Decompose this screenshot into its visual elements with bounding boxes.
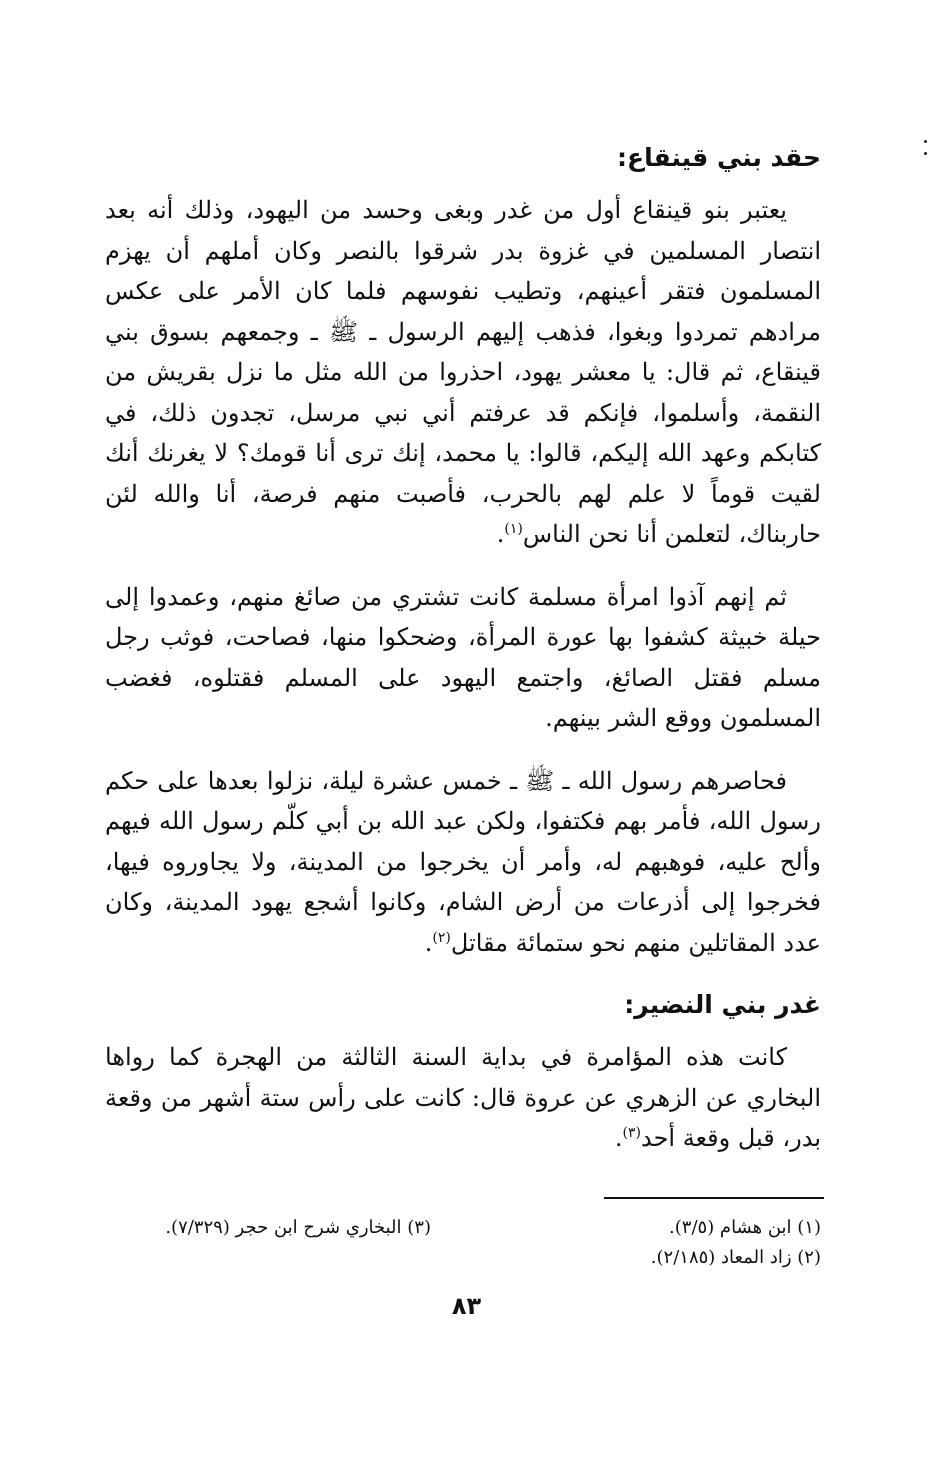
footnote-row xyxy=(105,1213,821,1243)
footnote-divider xyxy=(604,1197,824,1199)
section-heading-nadir: غدر بني النضير: xyxy=(624,990,821,1019)
margin-mark xyxy=(924,140,927,170)
paragraph: كانت هذه المؤامرة في بداية السنة الثالثة من الهجرة كما رواها البخاري عن الزهري عن عروة قال: كانت على رأس ستة أشهر من وقعة بدر، قبل وقعة أحد$^{(٣)}$. xyxy=(105,1043,821,1152)
page-body xyxy=(105,138,821,1181)
footnote-ref[interactable]: (١) xyxy=(504,521,523,537)
footnote-2: (٢) زاد المعاد (٢/١٨٥). xyxy=(650,1247,821,1268)
footnote-row xyxy=(105,1243,821,1273)
footnote-1: (١) ابن هشام (٣/٥). xyxy=(669,1217,821,1238)
section-heading-qaynuqa: حقد بني قينقاع: xyxy=(617,143,821,172)
footnote-ref[interactable]: (٣) xyxy=(622,1125,641,1141)
page-number: ٨٣ xyxy=(451,1292,482,1320)
paragraph: يعتبر بنو قينقاع أول من غدر وبغى وحسد من اليهود، وذلك أنه بعد انتصار المسلمين في غزوة بدر شرقوا بالنصر وكان أملهم أن يهزم المسلمون فتقر أعينهم، وتطيب نفوسهم فلما كان الأمر على عكس مرادهم تمردوا وبغوا، فذهب إليهم الرسول ـ ﷺ ـ وجمعهم بسوق بني قينقاع، ثم قال: يا معشر يهود، احذروا من الله مثل ما نزل بقريش من النقمة، وأسلموا، فإنكم قد عرفتم أني نبي مرسل، تجدون ذلك، في كتابكم وعهد الله إليكم، قالوا: يا محمد، إنك ترى أنا قومك؟ لا يغرنك أنك لقيت قوماً لا علم لهم بالحرب، فأصبت منهم فرصة، أنا والله لئن حاربناك، لتعلمن أنا نحن الناس$^{(١)}$. xyxy=(105,196,821,548)
footnote-3: (٣) البخاري شرح ابن حجر (٧/٣٢٩). xyxy=(165,1217,431,1238)
footnotes xyxy=(105,1213,821,1273)
footnote-ref[interactable]: (٢) xyxy=(432,929,451,946)
paragraph: ثم إنهم آذوا امرأة مسلمة كانت تشتري من صائغ منهم، وعمدوا إلى حيلة خبيثة كشفوا بها عورة المرأة، وضحكوا منها، فصاحت، فوثب رجل مسلم فقتل الصائغ، واجتمع اليهود على المسلم فقتلوه، فغضب المسلمون ووقع الشر بينهم. xyxy=(105,582,821,732)
paragraph: فحاصرهم رسول الله ـ ﷺ ـ خمس عشرة ليلة، نزلوا بعدها على حكم رسول الله، فأمر بهم فكتفوا، ولكن عبد الله بن أبي كلّم رسول الله فيهم وألح عليه، فوهبهم له، وأمر أن يخرجوا من المدينة، ولا يجاوروه فيها، فخرجوا إلى أذرعات من أرض الشام، وكانوا أشجع يهود المدينة، وكان عدد المقاتلين منهم نحو ستمائة مقاتل$^{(٢)}$. xyxy=(105,766,821,957)
